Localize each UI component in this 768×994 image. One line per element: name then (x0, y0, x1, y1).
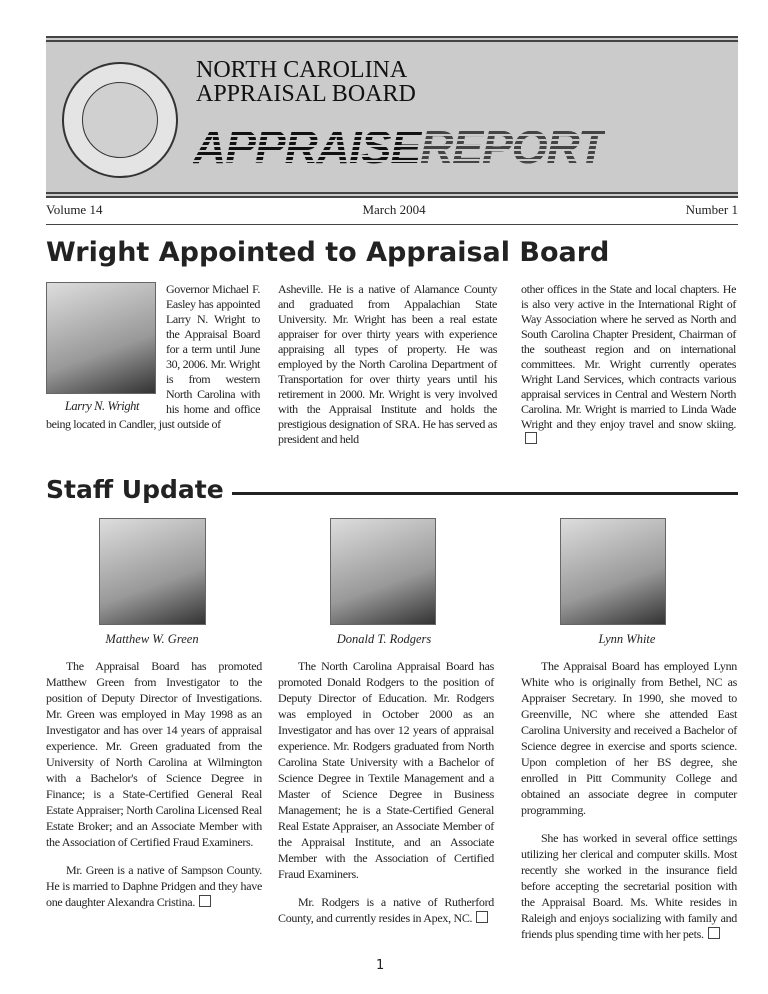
caption-green: Matthew W. Green (105, 632, 199, 646)
article-col3 (521, 282, 736, 447)
issue-info (46, 202, 738, 225)
article-col2: Asheville. He is a native of Alamance County and graduated from Appalachian State University. Mr. Wright has been a real estate appraiser for over thirty years with experience appraising all types of property. He was employed by the North Carolina Department of Transportation for over thirty years until his retirement in 2000. Mr. Wright is very involved with the Appraisal Institute and holds the prestigious designation of SRA. He has served as president and held (278, 282, 497, 446)
staff-update-heading: Staff Update (46, 475, 224, 504)
article-col1-tail: being located in Candler, just outside of (46, 417, 221, 431)
newsletter-logo (193, 122, 605, 172)
end-mark-icon (476, 911, 488, 923)
issue-date: March 2004 (362, 202, 426, 217)
bio-paragraph (46, 862, 262, 910)
photo-block (46, 282, 158, 414)
article-title: Wright Appointed to Appraisal Board (46, 237, 610, 268)
bio-text: Mr. Green is a native of Sampson County. He is married to Daphne Pridgen and they have one daughter Alexandra Cristina. (46, 863, 262, 909)
bio-text: Mr. Rodgers is a native of Rutherford County, and currently resides in Apex, NC. (278, 895, 494, 925)
brand-report: REPORT (420, 121, 606, 173)
section-heading (46, 474, 738, 506)
caption-rodgers: Donald T. Rodgers (336, 632, 432, 646)
caption-white: Lynn White (598, 632, 656, 646)
issue-number: Number 1 (685, 202, 738, 217)
bio-paragraph: The North Carolina Appraisal Board has promoted Donald Rodgers to the position of Deputy Director of Education. Mr. Rodgers was employed in October 2000 as an Investigator and has over 12 years of appraisal experience. Mr. Rodgers graduated from North Carolina State University with a Bachelor of Science Degree in Textile Management and a Master of Science Degree in Business Management; he is a State-Certified General Real Estate Appraiser, an Associate Member of the Appraisal Institute, and an Associate Member with the Association of Certified Fraud Examiners. (278, 659, 494, 881)
bio-paragraph (278, 894, 494, 926)
bio-paragraph (521, 830, 737, 942)
end-mark-icon (199, 895, 211, 907)
photo-caption: Larry N. Wright (64, 399, 140, 413)
page-number: 1 (376, 958, 385, 973)
org-line2: APPRAISAL BOARD (196, 81, 416, 107)
article-col3-text: other offices in the State and local chapters. He is also very active in the International Right of Way Association where he served as North and South Carolina Chapter President, Chairman of the southeast region and on international committees. Mr. Wright currently operates Wright Land Services, which contracts various appraisal services in Central and Western North Carolina. Mr. Wright is married to Linda Wade Wright and they enjoy travel and snow skiing. (521, 282, 736, 431)
photo-matthew-green (99, 518, 206, 625)
bio-paragraph: The Appraisal Board has employed Lynn White who is originally from Bethel, NC as Appraiser Secretary. In 1990, she moved to Greenville, NC where she attended East Carolina University and received a Bachelor of Science degree in exercise and sports science. Upon completion of her BS degree, she enrolled in Pitt Community College and obtained an associate degree in computer programming. (521, 659, 737, 817)
photo-lynn-white (560, 518, 666, 625)
article-col1-wrap: Governor Michael F. Easley has appointed Larry N. Wright to the Appraisal Board for a term until June 30, 2006. Mr. Wright is from western North Carolina with his home and office (166, 282, 260, 416)
photo-donald-rodgers (330, 518, 436, 625)
staff-bio-white (521, 658, 737, 954)
end-mark-icon (525, 432, 537, 444)
section-rule (232, 492, 738, 495)
state-seal-logo (62, 62, 178, 178)
org-line1: NORTH CAROLINA (196, 57, 408, 83)
staff-bio-green (46, 658, 262, 922)
photo-larry-wright (46, 282, 156, 394)
bio-paragraph: The Appraisal Board has promoted Matthew Green from Investigator to the position of Deputy Director of Investigations. Mr. Green was employed in May 1998 as an Investigator and has over 14 years of appraisal experience. Mr. Green graduated from the University of North Carolina at Wilmington with a Bachelor's of Science Degree in Finance; is a State-Certified General Real Estate Appraiser; North Carolina Licensed Real Estate Broker; and an Associate Member with the Association of Certified Fraud Examiners. (46, 659, 262, 849)
end-mark-icon (708, 927, 720, 939)
article-col1 (46, 282, 260, 432)
volume: Volume 14 (46, 202, 103, 217)
organization-name (196, 58, 416, 106)
bio-text: She has worked in several office settings utilizing her clerical and computer skills. Most recently she worked in the insurance field before accepting the secretarial position with the Appraisal Board. Ms. White resides in Raleigh and enjoys socializing with family and friends plus spending time with her pets. (521, 831, 737, 941)
brand-appraise: APPRAISE (193, 121, 421, 173)
staff-bio-rodgers (278, 658, 494, 938)
